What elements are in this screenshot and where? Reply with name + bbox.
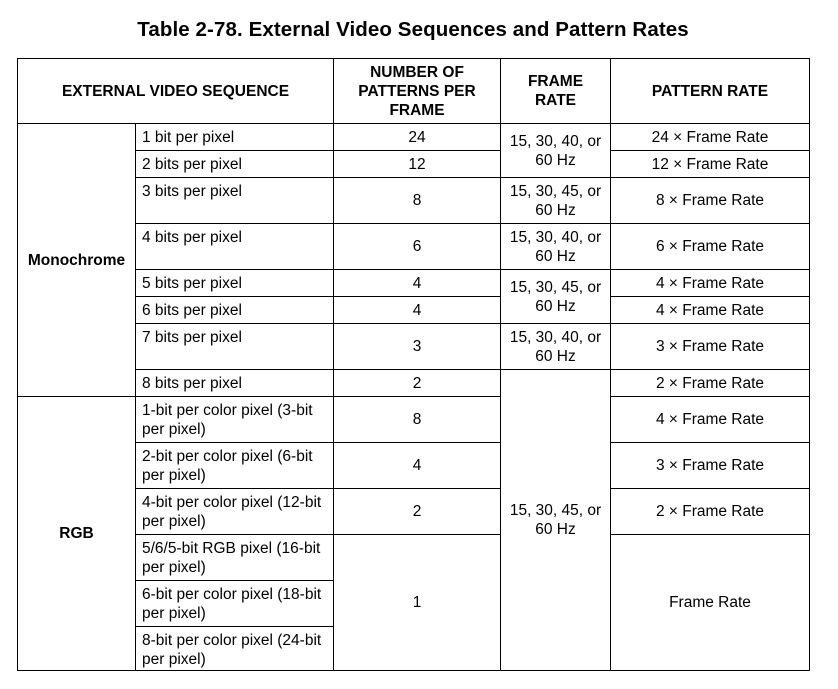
patterns-cell: 4 — [334, 297, 501, 324]
frame-rate-cell: 15, 30, 45, or 60 Hz — [501, 370, 611, 671]
patterns-cell: 2 — [334, 489, 501, 535]
group-monochrome: Monochrome — [18, 124, 136, 397]
sequence-cell: 2-bit per color pixel (6-bit per pixel) — [136, 443, 334, 489]
header-row — [18, 59, 810, 124]
table-row — [18, 224, 810, 270]
video-sequence-table — [17, 58, 810, 671]
patterns-cell: 4 — [334, 443, 501, 489]
patterns-cell: 8 — [334, 397, 501, 443]
sequence-cell: 6-bit per color pixel (18-bit per pixel) — [136, 581, 334, 627]
pattern-rate-cell: Frame Rate — [611, 535, 810, 671]
sequence-cell: 6 bits per pixel — [136, 297, 334, 324]
table-row — [18, 324, 810, 370]
patterns-cell: 1 — [334, 535, 501, 671]
frame-rate-cell: 15, 30, 40, or 60 Hz — [501, 224, 611, 270]
header-patterns: NUMBER OF PATTERNS PER FRAME — [334, 59, 501, 124]
sequence-cell: 5 bits per pixel — [136, 270, 334, 297]
sequence-cell: 4 bits per pixel — [136, 224, 334, 270]
table-row — [18, 397, 810, 443]
sequence-cell: 1-bit per color pixel (3-bit per pixel) — [136, 397, 334, 443]
group-rgb: RGB — [18, 397, 136, 671]
patterns-cell: 12 — [334, 151, 501, 178]
header-sequence: EXTERNAL VIDEO SEQUENCE — [18, 59, 334, 124]
patterns-cell: 3 — [334, 324, 501, 370]
table-row — [18, 124, 810, 151]
sequence-cell: 4-bit per color pixel (12-bit per pixel) — [136, 489, 334, 535]
table-row — [18, 270, 810, 297]
table-row — [18, 489, 810, 535]
frame-rate-cell: 15, 30, 40, or 60 Hz — [501, 324, 611, 370]
pattern-rate-cell: 4 × Frame Rate — [611, 270, 810, 297]
sequence-cell: 8 bits per pixel — [136, 370, 334, 397]
pattern-rate-cell: 24 × Frame Rate — [611, 124, 810, 151]
patterns-cell: 4 — [334, 270, 501, 297]
header-frame-rate: FRAME RATE — [501, 59, 611, 124]
sequence-cell: 8-bit per color pixel (24-bit per pixel) — [136, 627, 334, 671]
pattern-rate-cell: 4 × Frame Rate — [611, 397, 810, 443]
table-row — [18, 535, 810, 581]
table-row — [18, 151, 810, 178]
pattern-rate-cell: 8 × Frame Rate — [611, 178, 810, 224]
table-row — [18, 178, 810, 224]
header-pattern-rate: PATTERN RATE — [611, 59, 810, 124]
table-caption: Table 2-78. External Video Sequences and Pattern Rates — [137, 18, 689, 41]
pattern-rate-cell: 4 × Frame Rate — [611, 297, 810, 324]
pattern-rate-cell: 6 × Frame Rate — [611, 224, 810, 270]
table-row — [18, 443, 810, 489]
sequence-cell: 1 bit per pixel — [136, 124, 334, 151]
sequence-cell: 5/6/5-bit RGB pixel (16-bit per pixel) — [136, 535, 334, 581]
pattern-rate-cell: 12 × Frame Rate — [611, 151, 810, 178]
pattern-rate-cell: 3 × Frame Rate — [611, 443, 810, 489]
frame-rate-cell: 15, 30, 45, or 60 Hz — [501, 178, 611, 224]
sequence-cell: 2 bits per pixel — [136, 151, 334, 178]
frame-rate-cell: 15, 30, 45, or 60 Hz — [501, 270, 611, 324]
sequence-cell: 3 bits per pixel — [136, 178, 334, 224]
pattern-rate-cell: 2 × Frame Rate — [611, 489, 810, 535]
patterns-cell: 24 — [334, 124, 501, 151]
pattern-rate-cell: 3 × Frame Rate — [611, 324, 810, 370]
frame-rate-cell: 15, 30, 40, or 60 Hz — [501, 124, 611, 178]
patterns-cell: 6 — [334, 224, 501, 270]
patterns-cell: 2 — [334, 370, 501, 397]
table-row — [18, 370, 810, 397]
patterns-cell: 8 — [334, 178, 501, 224]
table-row — [18, 297, 810, 324]
sequence-cell: 7 bits per pixel — [136, 324, 334, 370]
pattern-rate-cell: 2 × Frame Rate — [611, 370, 810, 397]
